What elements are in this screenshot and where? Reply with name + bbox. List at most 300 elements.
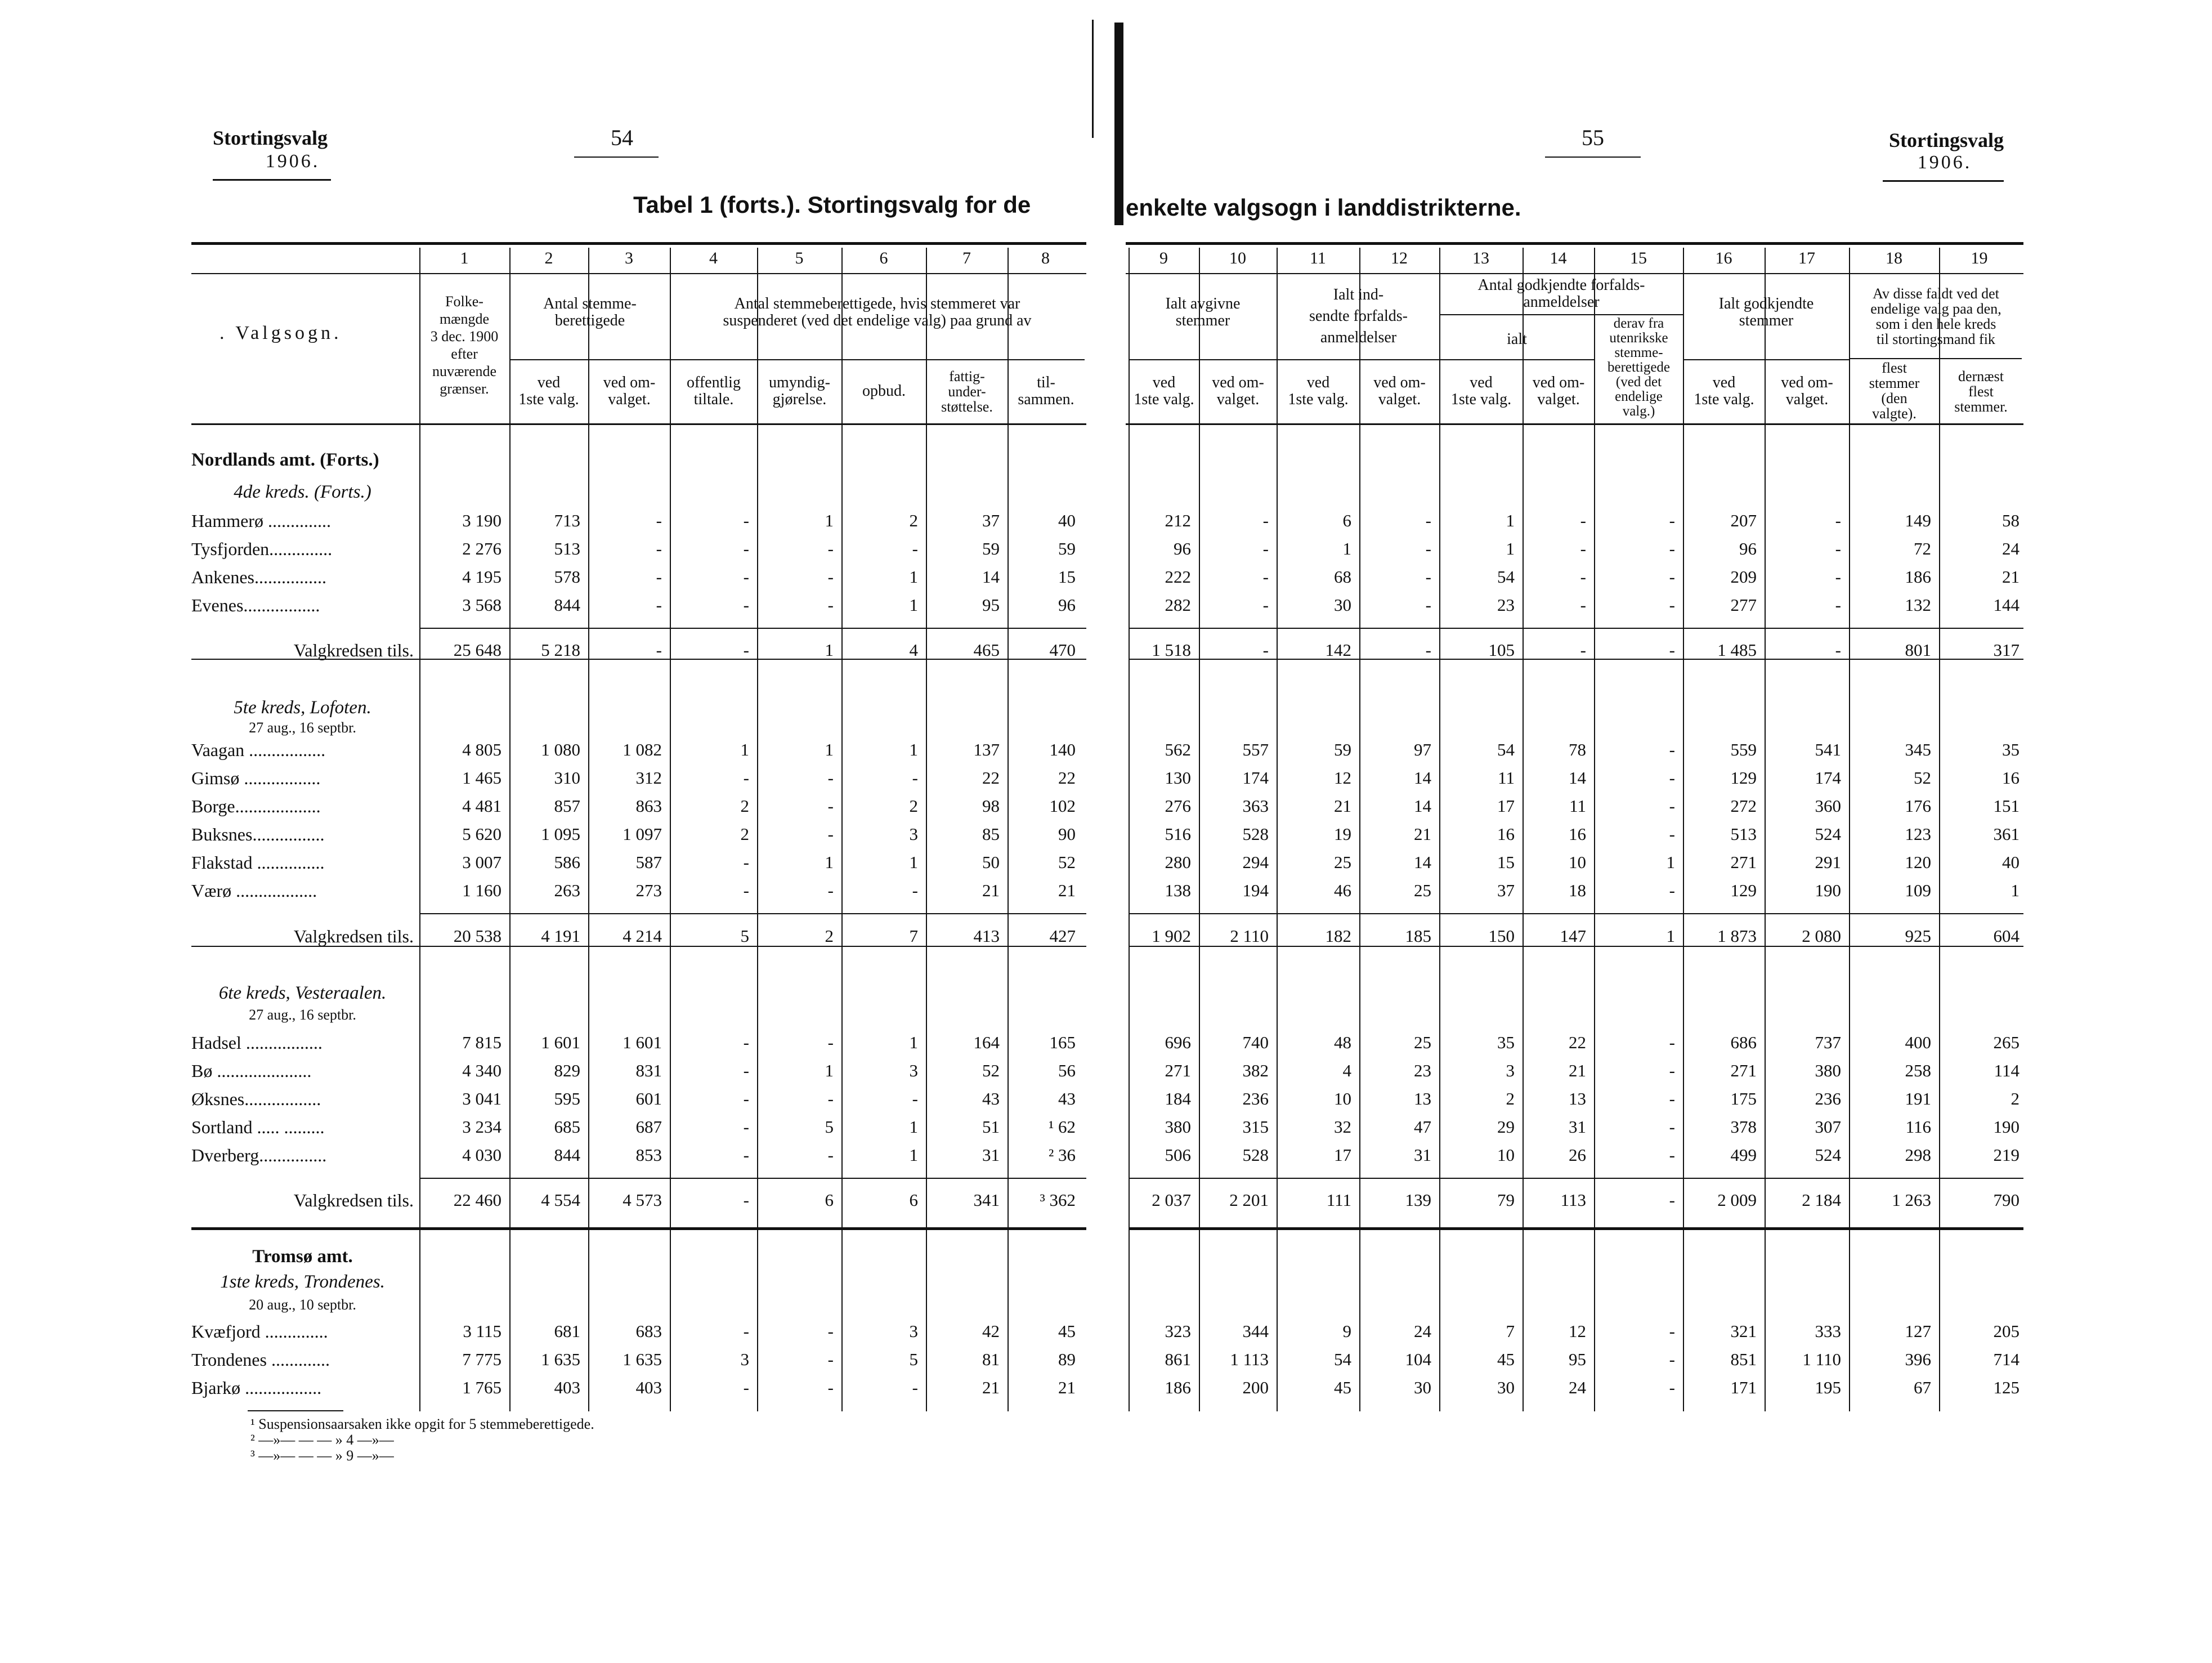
cell-col11: 17 — [1334, 1145, 1351, 1165]
cell-col7: 43 — [982, 1089, 1000, 1108]
cell-col13: 3 — [1506, 1061, 1515, 1080]
cell-col18: 72 — [1914, 539, 1931, 558]
cell-col3: - — [656, 595, 662, 615]
cell-col11: 68 — [1334, 567, 1351, 587]
group-indsendte: Ialt ind- sendte forfalds- anmeldelser — [1309, 286, 1408, 346]
cell-col15: - — [1669, 567, 1675, 587]
cell-col13: 37 — [1497, 880, 1515, 900]
cell-col2: 4 191 — [541, 926, 580, 946]
cell-col14: - — [1580, 539, 1586, 558]
cell-col10: 528 — [1242, 1145, 1269, 1165]
cell-col15: - — [1669, 1378, 1675, 1397]
cell-col15: - — [1669, 539, 1675, 558]
cell-col9: 2 037 — [1152, 1190, 1191, 1210]
cell-col6: - — [912, 1378, 918, 1397]
cell-col10: 528 — [1242, 824, 1269, 844]
cell-col19: 58 — [2002, 511, 2020, 530]
cell-col17: 524 — [1815, 1145, 1841, 1165]
cell-col5: 6 — [825, 1190, 834, 1210]
row-label: Gimsø ................. — [191, 768, 321, 788]
cell-col14: 113 — [1560, 1190, 1586, 1210]
column-number-19: 19 — [1971, 249, 1988, 267]
cell-col5: - — [827, 595, 834, 615]
ialt-header: ialt — [1507, 330, 1527, 348]
cell-col5: - — [827, 796, 834, 816]
cell-col11: 9 — [1342, 1321, 1351, 1341]
col14-header: ved om- valget. — [1532, 374, 1585, 408]
cell-col19: 40 — [2002, 852, 2020, 872]
total-top-rule-left-1 — [419, 913, 1086, 914]
cell-col14: 12 — [1569, 1321, 1586, 1341]
header-title-left: Stortingsvalg — [213, 127, 328, 149]
cell-col6: 1 — [909, 595, 918, 615]
col4-header: offentlig tiltale. — [687, 374, 741, 408]
cell-col19: 604 — [1993, 926, 2020, 946]
row-label: Værø .................. — [191, 880, 317, 901]
cell-col5: - — [827, 1032, 834, 1052]
cell-col2: 857 — [554, 796, 580, 816]
page-number-rule-right — [1545, 157, 1641, 158]
cell-col15: - — [1669, 1089, 1675, 1108]
cell-col2: 403 — [554, 1378, 580, 1397]
cell-col17: 541 — [1815, 740, 1841, 759]
cell-col5: - — [827, 1378, 834, 1397]
cell-col3: 1 082 — [623, 740, 662, 759]
total-bottom-thick-right — [1129, 1227, 2023, 1230]
cell-col16: 272 — [1730, 796, 1757, 816]
stub-header: . Valgsogn. — [220, 323, 342, 343]
section-heading: 4de kreds. (Forts.) — [234, 482, 371, 502]
column-number-16: 16 — [1715, 249, 1732, 267]
cell-col8: 470 — [1049, 640, 1076, 660]
col5-header: umyndig- gjørelse. — [769, 374, 830, 408]
cell-col14: 13 — [1569, 1089, 1586, 1108]
cell-col17: 1 110 — [1802, 1349, 1841, 1369]
footnote-rule — [248, 1410, 343, 1411]
row-label: Hammerø .............. — [191, 511, 331, 531]
cell-col15: - — [1669, 824, 1675, 844]
cell-col7: 95 — [982, 595, 1000, 615]
cell-col11: 1 — [1342, 539, 1351, 558]
cell-col6: 1 — [909, 1117, 918, 1137]
header-bottom-rule-right — [1126, 423, 2023, 425]
total-top-rule-left-2 — [419, 1178, 1086, 1179]
cell-col8: ³ 362 — [1040, 1190, 1076, 1210]
cell-col10: 363 — [1242, 796, 1269, 816]
cell-col11: 25 — [1334, 852, 1351, 872]
cell-col7: 85 — [982, 824, 1000, 844]
row-label: Hadsel ................. — [191, 1032, 323, 1053]
section-heading: 6te kreds, Vesteraalen. — [218, 983, 387, 1003]
cell-col3: - — [656, 539, 662, 558]
cell-col10: 344 — [1242, 1321, 1269, 1341]
cell-col3: 312 — [635, 768, 662, 788]
cell-col19: 714 — [1993, 1349, 2020, 1369]
column-number-18: 18 — [1886, 249, 1902, 267]
gutter-thick — [1114, 23, 1123, 225]
section-heading: Tromsø amt. — [252, 1246, 353, 1267]
cell-col12: 21 — [1414, 824, 1431, 844]
group-rule-13-15 — [1440, 314, 1683, 315]
cell-col3: - — [656, 640, 662, 660]
row-label: Dverberg............... — [191, 1145, 327, 1165]
cell-col1: 7 775 — [462, 1349, 501, 1369]
column-number-1: 1 — [460, 249, 469, 267]
footnote-1: ¹ Suspensionsaarsaken ikke opgit for 5 stemmeberettigede. — [250, 1416, 594, 1432]
cell-col7: 98 — [982, 796, 1000, 816]
cell-col16: 321 — [1730, 1321, 1757, 1341]
cell-col18: 123 — [1905, 824, 1931, 844]
cell-col1: 2 276 — [462, 539, 501, 558]
section-heading: Nordlands amt. (Forts.) — [191, 450, 379, 470]
header-title-right: Stortingsvalg — [1888, 129, 2004, 151]
cell-col1: 25 648 — [453, 640, 501, 660]
cell-col16: 513 — [1730, 824, 1757, 844]
column-number-3: 3 — [625, 249, 633, 267]
cell-col10: 2 110 — [1230, 926, 1269, 946]
cell-col15: - — [1669, 880, 1675, 900]
cell-col15: - — [1669, 1117, 1675, 1137]
cell-col4: - — [743, 768, 749, 788]
cell-col4: - — [743, 1061, 749, 1080]
cell-col4: - — [743, 1032, 749, 1052]
row-label: Trondenes ............. — [191, 1349, 330, 1370]
cell-col3: - — [656, 511, 662, 530]
cell-col6: 3 — [909, 1321, 918, 1341]
cell-col3: 687 — [635, 1117, 662, 1137]
cell-col4: 3 — [740, 1349, 749, 1369]
cell-col12: 14 — [1414, 768, 1431, 788]
cell-col4: - — [743, 1089, 749, 1108]
gutter-thin — [1092, 20, 1094, 138]
total-top-rule-left-0 — [419, 628, 1086, 629]
cell-col15: - — [1669, 768, 1675, 788]
cell-col19: 21 — [2002, 567, 2020, 587]
cell-col10: - — [1262, 640, 1269, 660]
column-number-17: 17 — [1798, 249, 1815, 267]
cell-col4: 5 — [740, 926, 749, 946]
cell-col18: 925 — [1905, 926, 1931, 946]
cell-col10: 2 201 — [1229, 1190, 1269, 1210]
total-top-rule-right-1 — [1129, 913, 2023, 914]
cell-col4: - — [743, 1378, 749, 1397]
cell-col1: 1 160 — [462, 880, 501, 900]
cell-col10: 236 — [1242, 1089, 1269, 1108]
row-label: Bjarkø ................. — [191, 1378, 322, 1398]
cell-col9: 280 — [1165, 852, 1191, 872]
cell-col5: - — [827, 1349, 834, 1369]
cell-col1: 3 234 — [462, 1117, 501, 1137]
cell-col16: 2 009 — [1717, 1190, 1757, 1210]
cell-col4: - — [743, 1145, 749, 1165]
cell-col15: - — [1669, 595, 1675, 615]
cell-col4: - — [743, 1321, 749, 1341]
cell-col11: 48 — [1334, 1032, 1351, 1052]
cell-col12: 25 — [1414, 880, 1431, 900]
cell-col16: 271 — [1730, 852, 1757, 872]
cell-col2: 1 095 — [541, 824, 580, 844]
cell-col5: - — [827, 567, 834, 587]
cell-col17: 236 — [1815, 1089, 1841, 1108]
cell-col4: 2 — [740, 796, 749, 816]
cell-col10: 194 — [1242, 880, 1269, 900]
cell-col19: 361 — [1993, 824, 2020, 844]
cell-col16: 378 — [1730, 1117, 1757, 1137]
cell-col11: 4 — [1342, 1061, 1351, 1080]
cell-col8: 90 — [1058, 824, 1076, 844]
cell-col9: 271 — [1165, 1061, 1191, 1080]
cell-col12: 14 — [1414, 852, 1431, 872]
cell-col10: 740 — [1242, 1032, 1269, 1052]
cell-col4: - — [743, 595, 749, 615]
cell-col8: 96 — [1058, 595, 1076, 615]
cell-col11: 46 — [1334, 880, 1351, 900]
cell-col2: 713 — [554, 511, 580, 530]
cell-col3: 853 — [635, 1145, 662, 1165]
cell-col15: - — [1669, 511, 1675, 530]
table-title-left: Tabel 1 (forts.). Stortingsvalg for de — [633, 191, 1031, 218]
col8-header: til- sammen. — [1018, 374, 1074, 408]
cell-col19: 219 — [1993, 1145, 2020, 1165]
cell-col10: 1 113 — [1230, 1349, 1269, 1369]
cell-col19: 205 — [1993, 1321, 2020, 1341]
cell-col8: 15 — [1058, 567, 1076, 587]
cell-col9: 184 — [1165, 1089, 1191, 1108]
total-label: Valgkredsen tils. — [293, 640, 414, 660]
header-bottom-rule-left — [191, 423, 1086, 425]
cell-col10: 200 — [1242, 1378, 1269, 1397]
cell-col2: 1 080 — [541, 740, 580, 759]
cell-col5: - — [827, 768, 834, 788]
top-rule-right — [1126, 242, 2023, 245]
cell-col8: 89 — [1058, 1349, 1076, 1369]
col6-header: opbud. — [862, 382, 906, 400]
cell-col13: 2 — [1506, 1089, 1515, 1108]
cell-col16: 851 — [1730, 1349, 1757, 1369]
cell-col13: 30 — [1497, 1378, 1515, 1397]
cell-col6: - — [912, 539, 918, 558]
cell-col19: 151 — [1993, 796, 2020, 816]
cell-col18: 1 263 — [1892, 1190, 1931, 1210]
header-year-left: 1906. — [265, 151, 320, 172]
cell-col9: 696 — [1165, 1032, 1191, 1052]
page-number-right: 55 — [1582, 125, 1604, 150]
cell-col7: 137 — [973, 740, 1000, 759]
col11-header: ved 1ste valg. — [1288, 374, 1349, 408]
cell-col7: 413 — [973, 926, 1000, 946]
cell-col16: 686 — [1730, 1032, 1757, 1052]
cell-col13: 16 — [1497, 824, 1515, 844]
cell-col19: 317 — [1993, 640, 2020, 660]
cell-col19: 16 — [2002, 768, 2020, 788]
cell-col7: 31 — [982, 1145, 1000, 1165]
group-stemmeberettigede: Antal stemme- berettigede — [543, 295, 637, 329]
cell-col13: 29 — [1497, 1117, 1515, 1137]
cell-col10: - — [1262, 511, 1269, 530]
cell-col12: 24 — [1414, 1321, 1431, 1341]
cell-col5: - — [827, 539, 834, 558]
total-label: Valgkredsen tils. — [293, 926, 414, 946]
cell-col1: 4 030 — [462, 1145, 501, 1165]
group-rule-2-3 — [511, 359, 670, 360]
cell-col17: 195 — [1815, 1378, 1841, 1397]
cell-col15: 1 — [1666, 852, 1675, 872]
cell-col10: 174 — [1242, 768, 1269, 788]
cell-col17: 2 184 — [1802, 1190, 1841, 1210]
group-rule-4-8 — [671, 359, 1085, 360]
cell-col15: - — [1669, 1190, 1675, 1210]
top-rule-left — [191, 242, 1086, 245]
total-top-rule-right-2 — [1129, 1178, 2023, 1179]
cell-col18: 176 — [1905, 796, 1931, 816]
cell-col4: - — [743, 640, 749, 660]
cell-col14: 14 — [1569, 768, 1586, 788]
cell-col1: 22 460 — [453, 1190, 501, 1210]
cell-col7: 50 — [982, 852, 1000, 872]
cell-col3: 1 097 — [623, 824, 662, 844]
column-number-10: 10 — [1229, 249, 1246, 267]
cell-col17: 291 — [1815, 852, 1841, 872]
cell-col3: 4 214 — [623, 926, 662, 946]
cell-col11: 6 — [1342, 511, 1351, 530]
cell-col1: 3 115 — [463, 1321, 501, 1341]
column-number-5: 5 — [795, 249, 804, 267]
cell-col11: 19 — [1334, 824, 1351, 844]
cell-col1: 3 041 — [462, 1089, 501, 1108]
cell-col19: 190 — [1993, 1117, 2020, 1137]
cell-col13: 15 — [1497, 852, 1515, 872]
column-number-11: 11 — [1310, 249, 1326, 267]
cell-col8: 102 — [1049, 796, 1076, 816]
cell-col13: 11 — [1498, 768, 1515, 788]
cell-col8: 140 — [1049, 740, 1076, 759]
cell-col6: 1 — [909, 1145, 918, 1165]
cell-col14: 78 — [1569, 740, 1586, 759]
cell-col1: 4 340 — [462, 1061, 501, 1080]
cell-col7: 22 — [982, 768, 1000, 788]
cell-col7: 21 — [982, 1378, 1000, 1397]
cell-col6: 1 — [909, 740, 918, 759]
column-number-7: 7 — [962, 249, 971, 267]
cell-col7: 59 — [982, 539, 1000, 558]
col3-header: ved om- valget. — [603, 374, 656, 408]
cell-col13: 45 — [1497, 1349, 1515, 1369]
cell-col3: 601 — [635, 1089, 662, 1108]
cell-col9: 138 — [1165, 880, 1191, 900]
cell-col11: 142 — [1325, 640, 1351, 660]
cell-col18: 191 — [1905, 1089, 1931, 1108]
col18-header: flest stemmer (den valgte). — [1869, 360, 1920, 422]
group-rule-11-12 — [1278, 359, 1439, 360]
cell-col15: 1 — [1666, 926, 1675, 946]
cell-col14: 10 — [1569, 852, 1586, 872]
cell-col6: 1 — [909, 1032, 918, 1052]
cell-col12: 25 — [1414, 1032, 1431, 1052]
col7-header: fattig- under- støttelse. — [941, 368, 993, 415]
cell-col16: 207 — [1730, 511, 1757, 530]
cell-col4: - — [743, 511, 749, 530]
cell-col1: 7 815 — [462, 1032, 501, 1052]
cell-col12: 104 — [1405, 1349, 1431, 1369]
cell-col10: 315 — [1242, 1117, 1269, 1137]
col12-header: ved om- valget. — [1373, 374, 1426, 408]
cell-col7: 14 — [982, 567, 1000, 587]
group-rule-18-19 — [1850, 358, 2022, 359]
cell-col8: 43 — [1058, 1089, 1076, 1108]
cell-col11: 54 — [1334, 1349, 1351, 1369]
cell-col7: 52 — [982, 1061, 1000, 1080]
cell-col9: 516 — [1165, 824, 1191, 844]
cell-col14: - — [1580, 567, 1586, 587]
col1-header: Folke- mængde 3 dec. 1900 efter nuværende grænser. — [430, 293, 499, 397]
cell-col1: 4 805 — [462, 740, 501, 759]
cell-col8: 40 — [1058, 511, 1076, 530]
cell-col8: 45 — [1058, 1321, 1076, 1341]
cell-col2: 829 — [554, 1061, 580, 1080]
cell-col13: 79 — [1497, 1190, 1515, 1210]
cell-col10: 557 — [1242, 740, 1269, 759]
cell-col3: 1 635 — [623, 1349, 662, 1369]
cell-col8: 21 — [1058, 880, 1076, 900]
cell-col8: 427 — [1049, 926, 1076, 946]
cell-col7: 81 — [982, 1349, 1000, 1369]
page-number-rule-left — [574, 157, 659, 158]
column-number-12: 12 — [1391, 249, 1408, 267]
cell-col6: 3 — [909, 824, 918, 844]
cell-col18: 120 — [1905, 852, 1931, 872]
cell-col9: 562 — [1165, 740, 1191, 759]
cell-col12: 31 — [1414, 1145, 1431, 1165]
cell-col11: 32 — [1334, 1117, 1351, 1137]
cell-col9: 323 — [1165, 1321, 1191, 1341]
column-number-13: 13 — [1472, 249, 1489, 267]
cell-col18: 116 — [1905, 1117, 1931, 1137]
cell-col2: 310 — [554, 768, 580, 788]
col17-header: ved om- valget. — [1781, 374, 1833, 408]
cell-col19: 144 — [1993, 595, 2020, 615]
cell-col13: 1 — [1506, 539, 1515, 558]
cell-col16: 559 — [1730, 740, 1757, 759]
cell-col14: 95 — [1569, 1349, 1586, 1369]
cell-col4: - — [743, 880, 749, 900]
cell-col12: 14 — [1414, 796, 1431, 816]
cell-col10: 382 — [1242, 1061, 1269, 1080]
cell-col18: 396 — [1905, 1349, 1931, 1369]
cell-col1: 4 481 — [462, 796, 501, 816]
cell-col18: 298 — [1905, 1145, 1931, 1165]
cell-col9: 1 902 — [1152, 926, 1191, 946]
cell-col8: ¹ 62 — [1048, 1117, 1076, 1137]
year-underline-right — [1883, 180, 2004, 182]
cell-col11: 10 — [1334, 1089, 1351, 1108]
cell-col12: - — [1425, 511, 1431, 530]
cell-col16: 171 — [1730, 1378, 1757, 1397]
cell-col17: 333 — [1815, 1321, 1841, 1341]
cell-col9: 380 — [1165, 1117, 1191, 1137]
cell-col19: 114 — [1994, 1061, 2020, 1080]
cell-col18: 258 — [1905, 1061, 1931, 1080]
cell-col17: 360 — [1815, 796, 1841, 816]
section-heading: 5te kreds, Lofoten. — [234, 698, 371, 718]
cell-col11: 30 — [1334, 595, 1351, 615]
cell-col16: 209 — [1730, 567, 1757, 587]
cell-col2: 595 — [554, 1089, 580, 1108]
cell-col12: 139 — [1405, 1190, 1431, 1210]
cell-col9: 506 — [1165, 1145, 1191, 1165]
cell-col17: 190 — [1815, 880, 1841, 900]
cell-col19: 790 — [1993, 1190, 2020, 1210]
cell-col15: - — [1669, 1145, 1675, 1165]
